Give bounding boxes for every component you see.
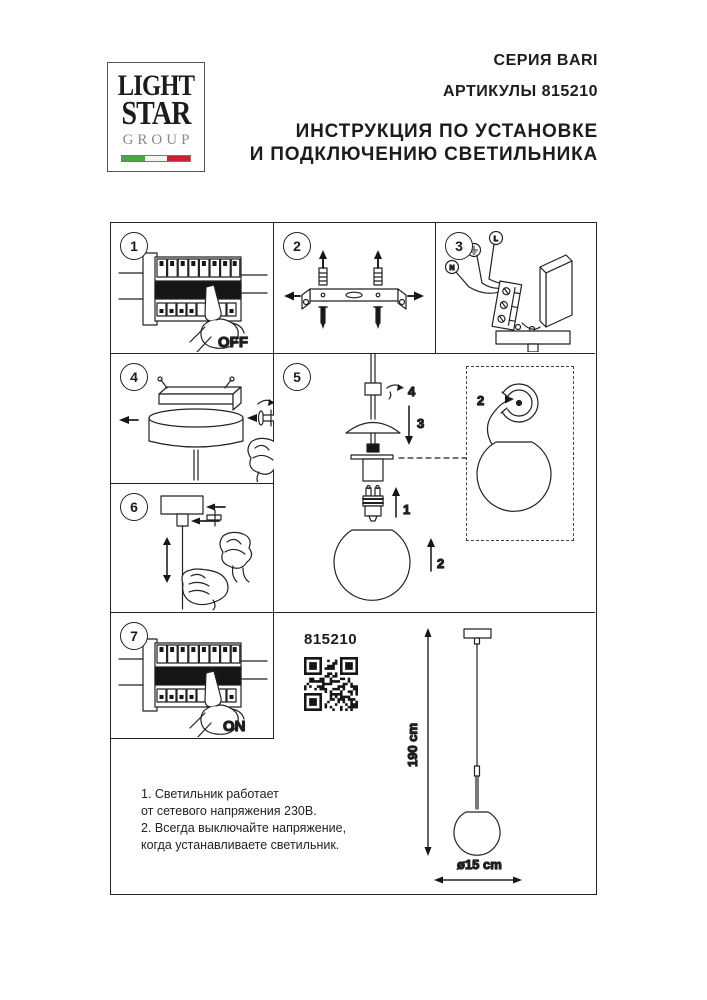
- step-7-badge: 7: [120, 622, 148, 650]
- off-label: OFF: [218, 334, 248, 351]
- pinch-hand: [248, 438, 274, 482]
- step-6-badge: 6: [120, 493, 148, 521]
- step-4-badge: 4: [120, 363, 148, 391]
- step-3-panel: [436, 223, 595, 354]
- wire-n-label: N: [449, 265, 455, 272]
- marker-1: 1: [403, 502, 411, 517]
- on-label: ON: [223, 718, 246, 735]
- diameter-dimension-label: ø15 cm: [457, 857, 502, 872]
- marker-3: 3: [417, 416, 425, 431]
- step-2-panel: [274, 223, 436, 354]
- height-dimension-label: 190 cm: [405, 722, 420, 767]
- step-5-panel: [274, 354, 595, 613]
- flag-red: [167, 156, 190, 161]
- note-line-3: 2. Всегда выключайте напряжение,: [141, 821, 347, 835]
- doc-title-line1: ИНСТРУКЦИЯ ПО УСТАНОВКЕ: [295, 121, 598, 142]
- logo-word-star: STAR: [121, 95, 191, 132]
- series-title: СЕРИЯ BARI: [493, 52, 598, 69]
- step-5-badge: 5: [283, 363, 311, 391]
- logo-word-light: LIGHT: [117, 69, 195, 102]
- switch-housing: [540, 255, 572, 327]
- italian-flag-stripe: [121, 155, 191, 162]
- grip-hand: [182, 569, 228, 610]
- step-3-badge: 3: [445, 232, 473, 260]
- article-title: АРТИКУЛЫ 815210: [442, 83, 598, 100]
- step-4-panel: [111, 354, 274, 484]
- logo-word-group: GROUP: [122, 132, 194, 148]
- twist-detail-illustration: [467, 367, 572, 539]
- anchor-right: [374, 250, 382, 285]
- qr-code: [304, 657, 358, 711]
- step-1-panel: [111, 223, 274, 354]
- step-2-badge: 2: [283, 232, 311, 260]
- article-number: 815210: [304, 631, 358, 648]
- twist-detail-box: [466, 366, 574, 541]
- note-line-1: 1. Светильник работает: [141, 787, 279, 801]
- pinch-hand: [220, 532, 252, 582]
- dimension-drawing: [401, 619, 593, 891]
- marker-4: 4: [408, 384, 416, 399]
- doc-title-line2: И ПОДКЛЮЧЕНИЮ СВЕТИЛЬНИКА: [249, 144, 598, 165]
- detail-marker-2: 2: [477, 393, 485, 408]
- step-1-badge: 1: [120, 232, 148, 260]
- screw-left: [319, 307, 327, 329]
- lamp-socket: [363, 486, 383, 522]
- wire-l-label: L: [493, 236, 499, 243]
- screw-right: [374, 307, 382, 329]
- flag-white: [145, 156, 168, 161]
- note-line-4: когда устанавливаете светильник.: [141, 838, 340, 852]
- step-6-panel: [111, 484, 274, 613]
- anchor-left: [319, 250, 327, 285]
- product-info-area: [111, 613, 595, 893]
- note-line-2: от сетевого напряжения 230В.: [141, 804, 317, 818]
- instruction-grid: [110, 222, 597, 895]
- lightstar-logo: [107, 62, 205, 172]
- flag-green: [122, 156, 145, 161]
- marker-2: 2: [437, 556, 445, 571]
